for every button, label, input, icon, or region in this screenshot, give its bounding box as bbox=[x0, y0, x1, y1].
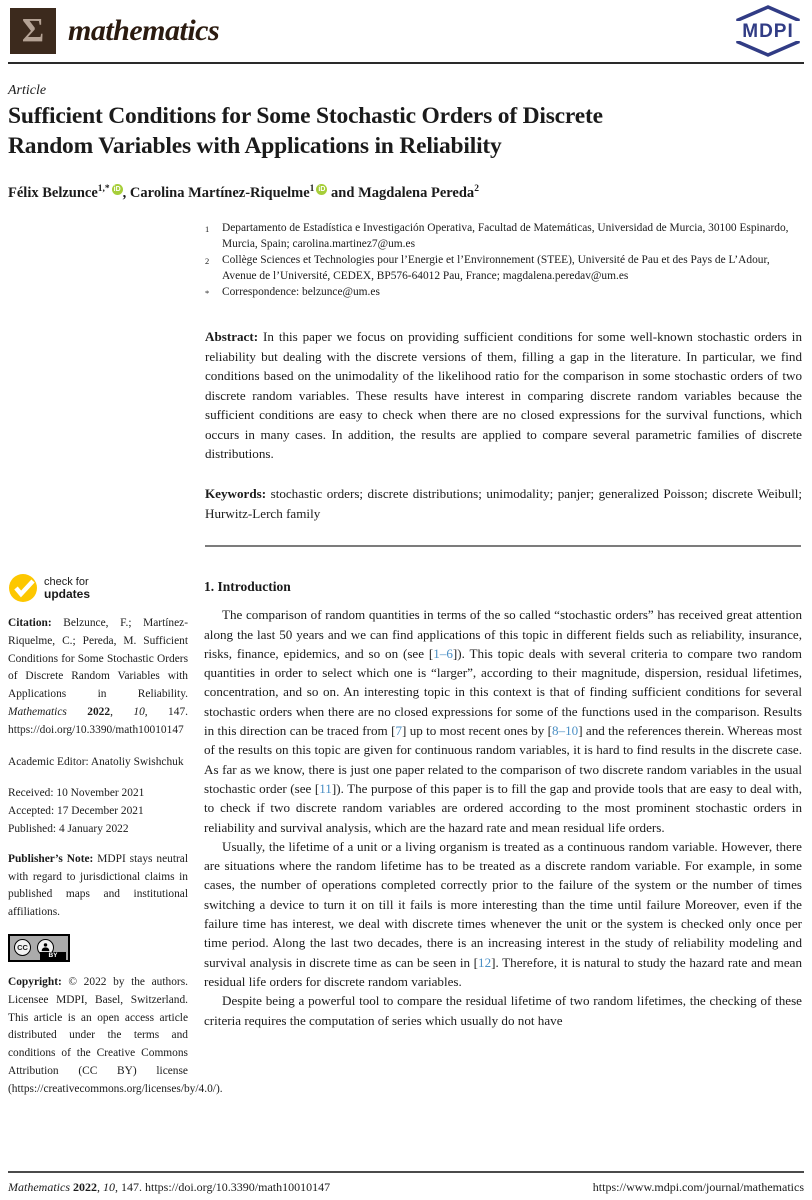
header-rule bbox=[8, 62, 804, 64]
orcid-icon[interactable]: iD bbox=[113, 186, 121, 193]
dates-block bbox=[8, 785, 188, 838]
publishers-note-label: Publisher’s Note: bbox=[8, 852, 94, 865]
footer-volume: 10 bbox=[103, 1180, 115, 1194]
paragraph-text: Usually, the lifetime of a unit or a living organism is treated as a continuous random variable. However, there are situations where the random lifetime has to be treated as a discrete random variable. For example, in some cases, the number of operations completed correctly prior to the failure of the system or the number of times switching a device to turn it on till it fails is more interesting than the time until failure Moreover, even if the failure time has interest, we deal with discrete times whenever the unit or the system is checked only once per time period. Along the last two decades, there is an increasing interest in the study of reliability modeling and survival analysis in discrete time as can be seen in [ bbox=[204, 838, 802, 970]
received-date: Received: 10 November 2021 bbox=[8, 787, 145, 800]
affiliation-marker: 1 bbox=[205, 224, 210, 234]
affiliation-list bbox=[205, 220, 805, 301]
cc-license-badge[interactable] bbox=[8, 934, 70, 962]
cc-icon: CC bbox=[14, 939, 31, 956]
affiliation-text: Departamento de Estadística e Investigación Operativa, Facultad de Matemáticas, Universidad de Murcia, 30100 Espinardo, Murcia, Spain; carolina.martinez7@um.es bbox=[222, 222, 789, 250]
keywords-text: stochastic orders; discrete distributions; unimodality; panjer; generalized Poisson; discrete Weibull; Hurwitz-Lerch family bbox=[205, 486, 802, 521]
author-separator: , bbox=[122, 184, 127, 201]
author-superscript-1: 1,* bbox=[97, 184, 110, 194]
intro-paragraph-1 bbox=[204, 605, 802, 837]
citation-year: 2022 bbox=[66, 705, 111, 718]
accepted-date: Accepted: 17 December 2021 bbox=[8, 805, 144, 818]
author-superscript-2: 1 bbox=[309, 184, 315, 194]
paragraph-text: ]. Therefore, it is natural to study the hazard rate and mean residual life orders for discrete random variables. bbox=[204, 954, 802, 989]
footer-year: 2022 bbox=[70, 1180, 97, 1194]
author-name-1: Félix Belzunce bbox=[8, 184, 98, 201]
ref-link-8-10[interactable]: 8–10 bbox=[552, 723, 579, 739]
footer-rule bbox=[8, 1171, 804, 1173]
paragraph-text: ] up to most recent ones by [ bbox=[401, 723, 552, 739]
citation-sep: , bbox=[110, 705, 134, 718]
ref-link-12[interactable]: 12 bbox=[478, 954, 492, 970]
mdpi-logo[interactable] bbox=[731, 5, 805, 57]
abstract bbox=[205, 327, 802, 464]
mdpi-hexagon-icon bbox=[731, 5, 805, 57]
affiliation-row-3 bbox=[205, 284, 805, 301]
by-label: BY bbox=[40, 952, 66, 960]
paragraph-text: The comparison of random quantities in terms of the so called “stochastic orders” has received great attention along the last 50 years and we can find applications of this topic in different fields such as reliability, insurance, risks, finance, epidemics, and so on (see [ bbox=[204, 607, 802, 661]
footer-doi[interactable]: , 147. https://doi.org/10.3390/math10010147 bbox=[115, 1180, 331, 1194]
citation-text: Belzunce, F.; Martínez-Riquelme, C.; Pereda, M. Sufficient Conditions for Some Stochastic Orders of Discrete Random Variables with Applications in Reliability. bbox=[8, 617, 188, 701]
check-badge-label bbox=[44, 576, 90, 601]
svg-text:MDPI: MDPI bbox=[742, 21, 794, 42]
citation-doi[interactable]: , 147. https://doi.org/10.3390/math10010147 bbox=[8, 705, 188, 736]
citation-volume: 10 bbox=[133, 705, 145, 718]
intro-paragraph-3 bbox=[204, 991, 802, 1030]
academic-editor-text: Academic Editor: Anatoliy Swishchuk bbox=[8, 755, 184, 768]
affiliation-marker: 2 bbox=[205, 256, 210, 266]
keywords bbox=[205, 484, 802, 523]
abstract-label: Abstract: bbox=[205, 329, 259, 344]
orcid-icon[interactable]: iD bbox=[318, 186, 326, 193]
article-type-label: Article bbox=[8, 83, 47, 98]
footer-journal-url[interactable]: https://www.mdpi.com/journal/mathematics bbox=[592, 1180, 804, 1194]
title-line-2: Random Variables with Applications in Reliability bbox=[8, 133, 502, 159]
copyright-label: Copyright: bbox=[8, 975, 62, 988]
citation-label: Citation: bbox=[8, 617, 52, 629]
ref-link-1-6[interactable]: 1–6 bbox=[433, 645, 453, 661]
check-badge-line2: updates bbox=[44, 587, 91, 601]
affiliation-text: Collège Sciences et Technologies pour l’Energie et l’Environnement (STEE), Université de Pau et des Pays de L’Adour, Avenue de l’Université, CEDEX, BP576-64012 Pau, France; magdalena.peredav@um.es bbox=[222, 254, 770, 282]
abstract-text: In this paper we focus on providing sufficient conditions for some well-known stochastic orders in reliability but dealing with the discrete versions of them, filling a gap in the literature. In particular, we find conditions based on the unimodality of the likelihood ratio for the comparison in some stochastic orders of two discrete random variables. These results have interest in comparing discrete random variables because the sufficient conditions are easy to check when there are no closed expressions for the survival functions, which occurs in many cases. In addition, the results are applied to compare several parametric families of discrete distributions. bbox=[205, 329, 802, 461]
paragraph-text: Despite being a powerful tool to compare the residual lifetime of two random lifetimes, the checking of these criteria requires the computation of series which usually do not have bbox=[204, 993, 802, 1028]
journal-name: mathematics bbox=[68, 14, 220, 47]
sidebar bbox=[8, 573, 223, 1099]
academic-editor bbox=[8, 754, 188, 772]
affiliation-row-1 bbox=[205, 220, 805, 252]
check-badge-line1: check for bbox=[44, 575, 89, 588]
ref-link-11[interactable]: 11 bbox=[319, 780, 332, 796]
intro-paragraph-2 bbox=[204, 837, 802, 991]
affiliation-row-2 bbox=[205, 252, 805, 284]
footer-sep: , bbox=[97, 1180, 103, 1194]
copyright-text: © 2022 by the authors. Licensee MDPI, Basel, Switzerland. This article is an open access article distributed under the terms and conditions of the Creative Commons Attribution (CC BY) license (https://creativecommons.org/licenses/by/4.0/). bbox=[8, 975, 223, 1095]
citation-journal: Mathematics bbox=[8, 705, 67, 718]
published-date: Published: 4 January 2022 bbox=[8, 822, 129, 835]
affiliation-text: Correspondence: belzunce@um.es bbox=[222, 286, 380, 298]
author-and: and bbox=[327, 184, 359, 201]
paragraph-text: ]). The purpose of this paper is to fill the gap and provide tools that are easy to deal with, to check if two discrete random variables are ordered according to the most prominent stochastic orders in reliability and survival analysis, which are the hazard rate and mean residual life orders. bbox=[204, 780, 802, 835]
authors-line bbox=[8, 184, 479, 202]
paragraph-text: ] and the references therein. Whereas most of the results on this topic are given for continuous random variables, it is hard to find results in the discrete case. As far as we know, there is just one paper related to the comparison of two discrete random variables in the usual stochastic order (see [ bbox=[204, 723, 802, 796]
ref-link-7[interactable]: 7 bbox=[395, 723, 402, 739]
author-name-3: Magdalena Pereda bbox=[358, 184, 475, 201]
publishers-note bbox=[8, 851, 188, 922]
citation-block bbox=[8, 615, 188, 740]
footer bbox=[8, 1180, 804, 1195]
title-line-1: Sufficient Conditions for Some Stochastic Orders of Discrete bbox=[8, 103, 603, 129]
footer-citation bbox=[8, 1180, 330, 1195]
keywords-label: Keywords: bbox=[205, 486, 267, 501]
affiliation-marker: * bbox=[205, 288, 210, 298]
sigma-icon: Σ bbox=[21, 12, 45, 49]
paragraph-text: ]). This topic deals with several criteria to compare two random quantities in order to select which one is “larger”, according to their magnitude, dispersion, residual lifetimes, concentration, and so on. An interesting topic in this context is that of finding sufficient conditions for several stochastic orders when there are no closed expressions for some of the functions used in the comparison. Results in this direction can be traced from [ bbox=[204, 645, 802, 739]
author-name-2: Carolina Martínez-Riquelme bbox=[129, 184, 310, 201]
check-icon bbox=[8, 573, 38, 603]
check-for-updates-badge[interactable] bbox=[8, 573, 188, 603]
publishers-note-text: MDPI stays neutral with regard to jurisdictional claims in published maps and institutional affiliations. bbox=[8, 852, 188, 919]
main-column bbox=[204, 577, 802, 1030]
copyright-block bbox=[8, 974, 223, 1099]
journal-logo[interactable] bbox=[10, 8, 56, 54]
page-title bbox=[8, 101, 808, 161]
footer-journal: Mathematics bbox=[8, 1180, 70, 1194]
section-divider bbox=[205, 545, 801, 547]
section-heading-introduction: 1. Introduction bbox=[204, 579, 291, 594]
author-superscript-3: 2 bbox=[474, 184, 479, 194]
